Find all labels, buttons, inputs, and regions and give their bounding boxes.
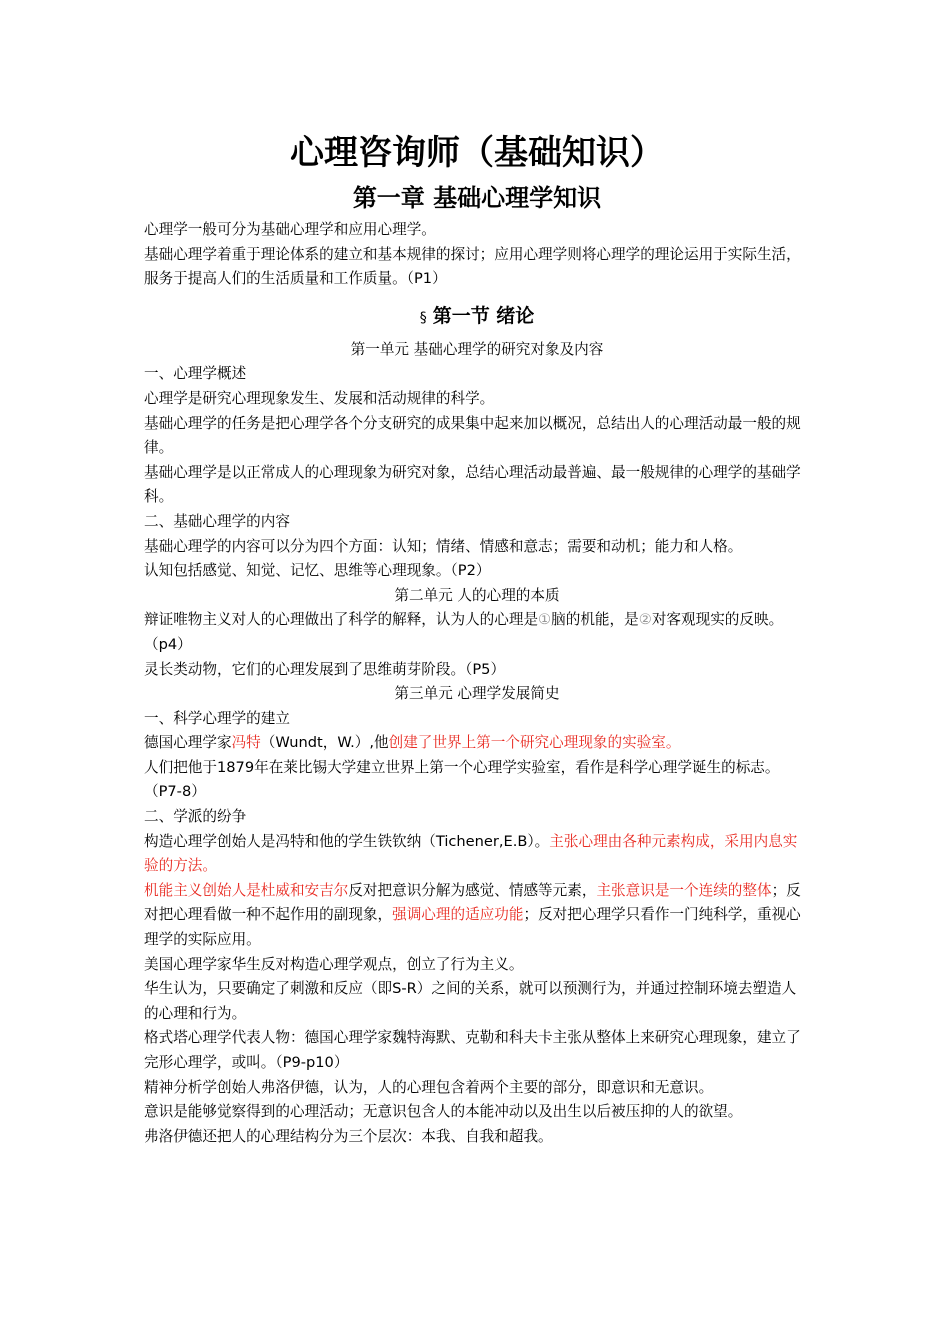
highlight-text: 主张意识是一个连续的整体 [596,881,772,899]
highlight-text: 创建了世界上第一个研究心理现象的实验室。 [388,734,681,752]
unit-heading: 第三单元 心理学发展简史 [394,685,560,703]
subheading: 二、学派的纷争 [144,808,247,826]
unit-heading: 第一单元 基础心理学的研究对象及内容 [350,340,604,358]
paragraph: 基础心理学的内容可以分为四个方面：认知；情绪、情感和意志；需要和动机；能力和人格。 [144,537,743,555]
section-mark: § [419,309,427,326]
subheading: 一、科学心理学的建立 [144,709,290,727]
document-body [144,128,810,1149]
intro-paragraph: 基础心理学着重于理论体系的建立和基本规律的探讨；应用心理学则将心理学的理论运用于实际生活，服务于提高人们的生活质量和工作质量。（P1） [144,245,801,288]
paragraph [144,830,810,879]
text-run: ；反对把心理学只看作一门纯科学，重视心理学的实际应用。 [144,906,801,949]
circled-number: ② [638,611,652,629]
paragraph [144,879,810,953]
paragraph: 心理学是研究心理现象发生、发展和活动规律的科学。 [144,389,495,407]
paragraph: 人们把他于1879年在莱比锡大学建立世界上第一个心理学实验室，看作是科学心理学诞生的标志。（P7-8） [144,758,780,801]
text-run: 对客观现实的反映。（p4） [144,611,784,653]
paragraph: 认知包括感觉、知觉、记忆、思维等心理现象。（P2） [144,562,491,580]
paragraph: 精神分析学创始人弗洛伊德，认为，人的心理包含着两个主要的部分，即意识和无意识。 [144,1078,714,1096]
unit-heading: 第二单元 人的心理的本质 [394,586,560,604]
circled-number: ① [538,611,552,629]
highlight-text: 强调心理的适应功能 [392,906,524,924]
text-run: 德国心理学家 [144,734,232,752]
text-run: （Wundt，W.）,他 [260,734,389,752]
text-run: ；反对把心理看做一种不起作用的副现象， [144,881,801,924]
paragraph: 格式塔心理学代表人物：德国心理学家魏特海默、克勒和科夫卡主张从整体上来研究心理现象，建立了完形心理学，或叫。（P9-p10） [144,1029,801,1071]
text-run: 构造心理学创始人是冯特和他的学生铁钦纳（Tichener,E.B）。 [144,832,550,850]
paragraph: 美国心理学家华生反对构造心理学观点，创立了行为主义。 [144,955,524,973]
paragraph [144,608,810,657]
document-title: 心理咨询师（基础知识） [290,133,664,173]
paragraph: 基础心理学的任务是把心理学各个分支研究的成果集中起来加以概况，总结出人的心理活动最一般的规律。 [144,414,801,457]
intro-paragraph: 心理学一般可分为基础心理学和应用心理学。 [144,221,436,238]
paragraph: 弗洛伊德还把人的心理结构分为三个层次：本我、自我和超我。 [144,1127,553,1145]
text-run: 脑的机能，是 [551,611,639,629]
chapter-heading: 第一章 基础心理学知识 [352,184,602,212]
paragraph: 华生认为，只要确定了刺激和反应（即S-R）之间的关系，就可以预测行为，并通过控制环境去塑造人的心理和行为。 [144,980,797,1022]
section-heading [144,302,810,332]
text-run: 辩证唯物主义对人的心理做出了科学的解释，认为人的心理是 [144,611,539,629]
section-title: 第一节 绪论 [432,304,535,327]
subheading: 一、心理学概述 [144,365,247,383]
paragraph: 基础心理学是以正常成人的心理现象为研究对象，总结心理活动最普遍、最一般规律的心理学的基础学科。 [144,463,801,506]
paragraph [144,731,810,756]
highlight-text: 冯特 [231,734,261,752]
highlight-text: 主张心理由各种元素构成，采用内息实验的方法。 [144,832,798,875]
paragraph: 灵长类动物，它们的心理发展到了思维萌芽阶段。（P5） [144,660,506,678]
subheading: 二、基础心理学的内容 [144,512,290,530]
paragraph: 意识是能够觉察得到的心理活动；无意识包含人的本能冲动以及出生以后被压抑的人的欲望。 [144,1103,743,1121]
text-run: 反对把意识分解为感觉、情感等元素， [348,881,597,899]
highlight-text: 机能主义创始人是杜威和安吉尔 [144,881,349,899]
